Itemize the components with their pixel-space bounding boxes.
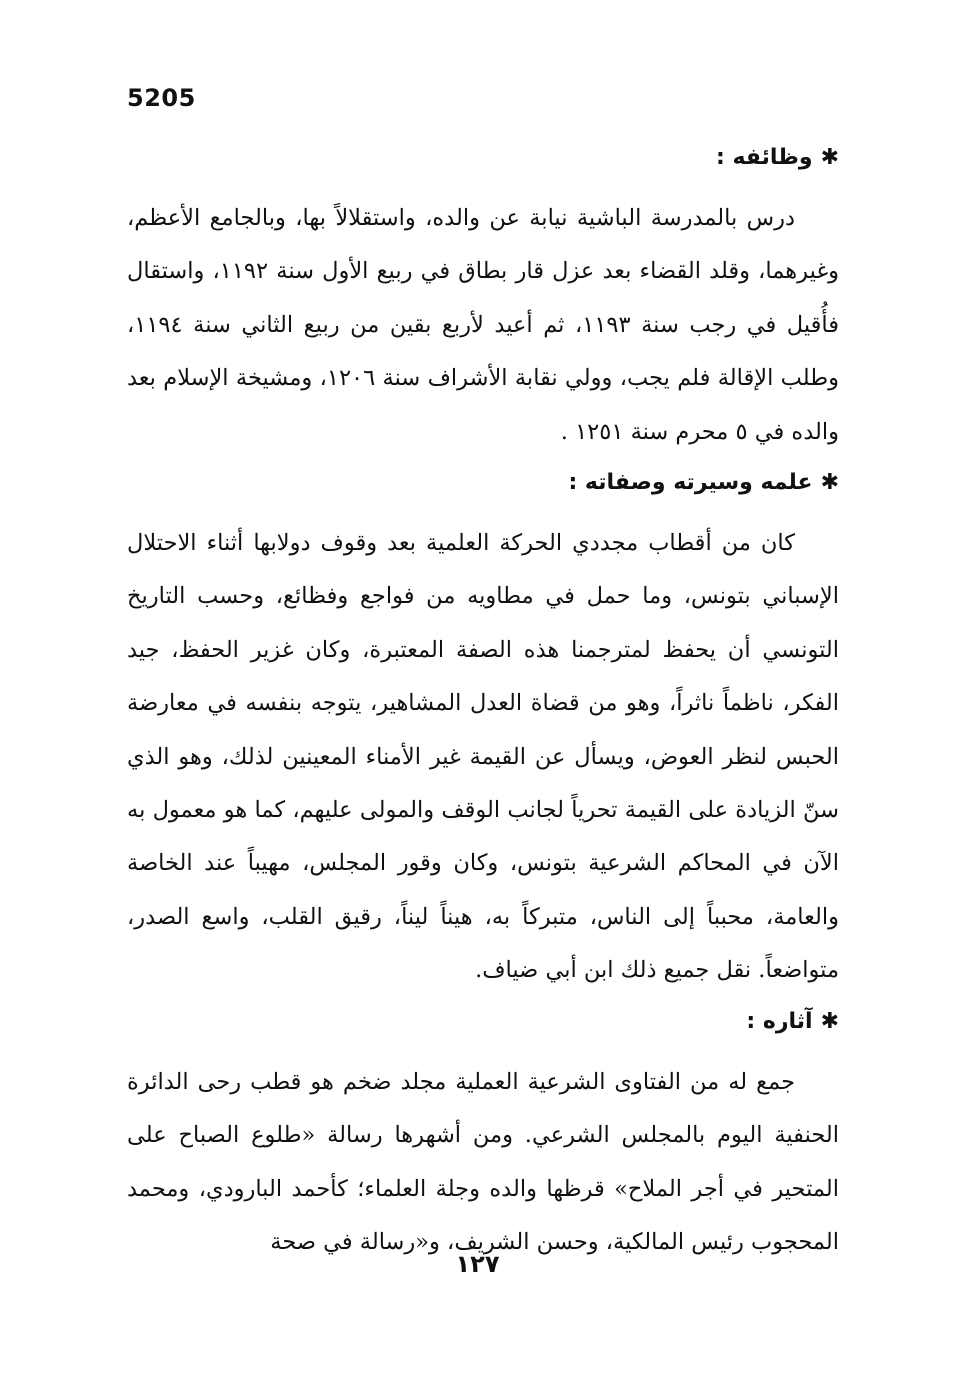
paragraph-duties: درس بالمدرسة الباشية نيابة عن والده، واستقلالاً بها، وبالجامع الأعظم، وغيرهما، وقلد القضاء بعد عزل قار بطاق في ربيع الأول سنة ١١٩٢، واستقال فأُقيل في رجب سنة ١١٩٣، ثم أعيد لأربع بقين من ربيع الثاني سنة ١١٩٤، وطلب الإقالة فلم يجب، وولي نقابة الأشراف سنة ١٢٠٦، ومشيخة الإسلام بعد والده في ٥ محرم سنة ١٢٥١ . (127, 205, 839, 445)
asterisk-icon: ✱ (820, 145, 839, 170)
asterisk-icon: ✱ (820, 1008, 839, 1034)
page-id-number: 5205 (127, 84, 196, 112)
section-heading-duties (127, 138, 839, 178)
paragraph-works: جمع له من الفتاوى الشرعية العملية مجلد ضخم هو قطب رحى الدائرة الحنفية اليوم بالمجلس الشرعي. ومن أشهرها رسالة «طلوع الصباح على المتحير في أجر الملاح» قرظها والده وجلة العلماء؛ كأحمد البارودي، ومحمد المحجوب رئيس المالكية، وحسن الشريف، و«رسالة في صحة (127, 1068, 839, 1255)
heading-text: وظائفه : (716, 145, 813, 170)
heading-text: علمه وسيرته وصفاته : (568, 470, 813, 496)
section-heading-knowledge (127, 463, 839, 503)
paragraph-knowledge: كان من أقطاب مجددي الحركة العلمية بعد وقوف دولابها أثناء الاحتلال الإسباني بتونس، وما حمل في مطاويه من فواجع وفظائع، وحسب التاريخ التونسي أن يحفظ لمترجمنا هذه الصفة المعتبرة، وكان غزير الحفظ، جيد الفكر، ناظماً ناثراً، وهو من قضاة العدل المشاهير، يتوجه بنفسه في معارضة الحبس لنظر العوض، ويسأل عن القيمة غير الأمناء المعينين لذلك، وهو الذي سنّ الزيادة على القيمة تحرياً لجانب الوقف والمولى عليهم، كما هو معمول به الآن في المحاكم الشرعية بتونس، وكان وقور المجلس، مهيباً عند الخاصة والعامة، محبباً إلى الناس، متبركاً به، هيناً ليناً، رقيق القلب، واسع الصدر، متواضعاً. نقل جميع ذلك ابن أبي ضياف. (127, 530, 839, 984)
heading-text: آثاره : (746, 1008, 813, 1034)
asterisk-icon: ✱ (820, 470, 839, 496)
section-heading-works (127, 1002, 839, 1042)
document-body (127, 138, 839, 1273)
page-number: ١٢٧ (455, 1250, 500, 1278)
